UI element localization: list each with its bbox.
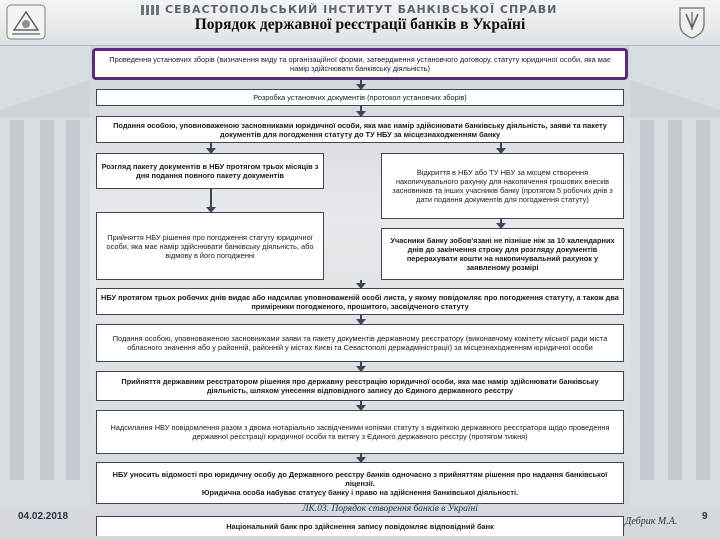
arrow-3b <box>500 143 502 153</box>
step-bank-register-entry-text: НБУ уносить відомості про юридичну особу до Державного реєстру банків одночасно з прийняттям рішення про надання банківської ліцензії. <box>112 469 608 488</box>
arrow-7 <box>360 362 362 371</box>
step-state-registration <box>96 371 624 401</box>
step-accumulation-account-text: Відкриття в НБУ або ТУ НБУ за місцем створення накопичувального рахунку для накопичення грошових внесків засновників та інших учасників банку (протягом 5 робочих днів з дати подання документів для погодження статуту) <box>392 168 613 204</box>
arrow-5 <box>360 280 362 288</box>
step-bank-status-text: Юридична особа набуває статусу банку і право на здійснення банківської діяльності. <box>201 487 519 497</box>
step-state-registration-text: Прийняття державним реєстратором рішення про державну реєстрацію юридичної особи, яка має намір здійснювати банківську діяльність, шляхом унесення відповідного запису до Єдиного державного реєстру <box>121 377 599 395</box>
step-nbu-decision-text: Прийняття НБУ рішення про погодження статуту юридичної особи, яка має намір здійснювати банківську діяльність, або відмову в його погодженні <box>106 232 314 260</box>
step-submit-statute <box>96 116 624 143</box>
step-submit-registrar-text: Подання особою, уповноваженою засновниками заяви та пакету документів державному реєстратору (виконавчому комітету міської ради міста обласного значення або у районній, районній у містах Києві та Севастополі держадміністрації) за місцезнаходженням юридичної особи <box>112 334 608 352</box>
arrow-4a <box>210 189 212 212</box>
institute-logo-icon <box>140 3 160 17</box>
arrow-2 <box>360 106 362 116</box>
footer-lecture-title: ЛК.03. Порядок створення банків в Україні <box>302 504 478 514</box>
step-founders-meeting-text: Проведення установчих зборів (визначення виду та організаційної форми, затвердження установчого договору, статуту юридичної особи, яка має намір здійснювати банківську діяльність) <box>109 55 611 73</box>
footer-page-number: 9 <box>702 511 708 522</box>
step-nbu-review-text: Розгляд пакету документів в НБУ протягом трьох місяців з дня подання повного пакету документів <box>101 162 319 180</box>
institute-name: СЕВАСТОПОЛЬСЬКИЙ ІНСТИТУТ БАНКІВСЬКОЇ СПРАВИ <box>165 3 558 16</box>
step-nbu-review <box>96 153 324 189</box>
step-statute-approval-letter-text: НБУ протягом трьох робочих днів видає або надсилає уповноваженій особі листа, у якому повідомляє про погодження статуту, а також два примірники погодженого, прошитого, засвідченого статуту <box>101 292 619 311</box>
step-founders-meeting <box>92 48 628 80</box>
arrow-4b <box>500 219 502 228</box>
step-notify-nbu <box>96 410 624 454</box>
arrow-3a <box>210 143 212 153</box>
footer-date: 04.02.2018 <box>18 511 69 522</box>
step-accumulation-account <box>381 153 624 219</box>
arrow-8 <box>360 401 362 410</box>
step-submit-registrar <box>96 324 624 362</box>
step-bank-register-entry <box>96 462 624 504</box>
step-nbu-decision <box>96 212 324 280</box>
step-founding-documents-text: Розробка установчих документів (протокол установчих зборів) <box>253 93 467 102</box>
page-title: Порядок державної реєстрації банків в Україні <box>194 16 526 33</box>
step-statute-approval-letter <box>96 288 624 315</box>
step-nbu-informs-bank <box>96 516 624 536</box>
footer-author: Дебрик М.А. <box>625 516 678 527</box>
step-notify-nbu-text: Надсилання НБУ повідомлення разом з двома нотаріально засвідченими копіями статуту з відміткою державного реєстратора щодо проведення державної реєстрації юридичної особи та витягу з Єдиного державного реєстру (протягом тижня) <box>110 423 610 441</box>
step-nbu-informs-bank-text: Національний банк про здійснення запису повідомляє відповідний банк <box>226 522 494 531</box>
arrow-1 <box>360 80 362 89</box>
arrow-6 <box>360 315 362 324</box>
arrow-9 <box>360 454 362 462</box>
step-founding-documents <box>96 89 624 106</box>
step-participants-transfer <box>381 228 624 280</box>
step-submit-statute-text: Подання особою, уповноваженою засновниками юридичної особи, яка має намір здійснювати банківську діяльність, заяви та пакету документів для погодження статуту до ТУ НБУ за місцезнаходженням банку <box>113 120 607 139</box>
step-participants-transfer-text: Учасники банку зобов'язані не пізніше ніж за 10 календарних днів до закінчення строку для розгляду документів перерахувати кошти на накопичувальний рахунок у заявленому розмірі <box>390 236 615 272</box>
